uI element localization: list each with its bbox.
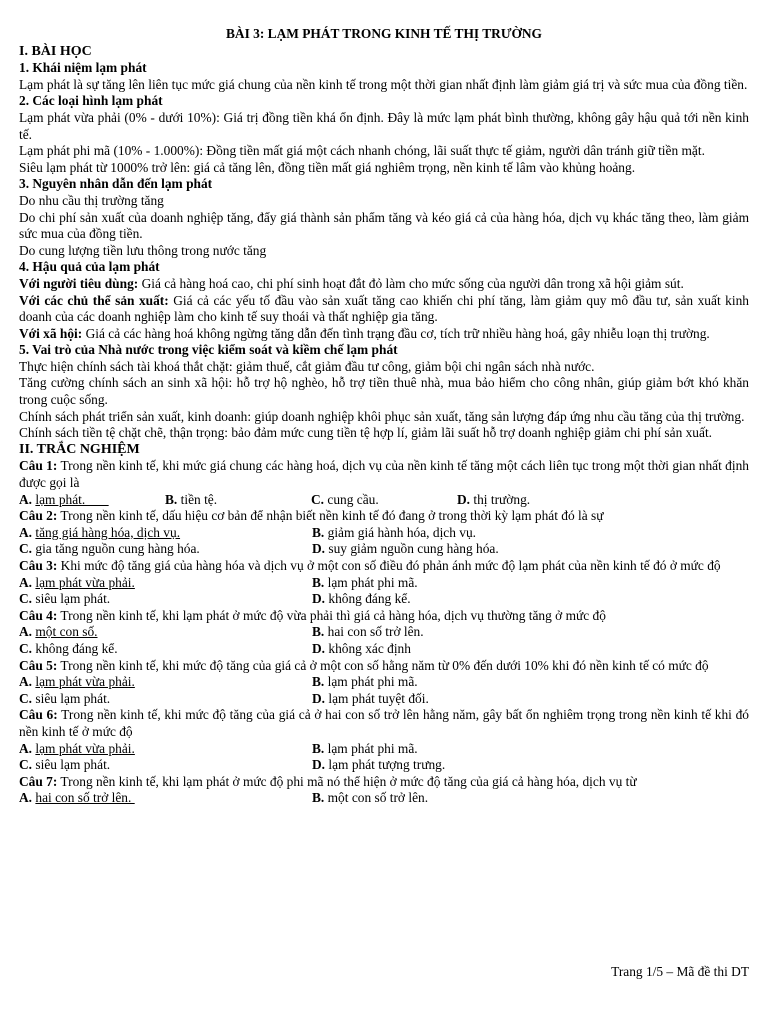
consequence-text: Giá cả các yếu tố đầu vào sản xuất tăng cao khiến chi phí tăng, làm giảm quy mô đầu tư, sản xuất kinh doanh của các doanh nghiệp làm cho kinh tế suy thoái và thất nghiệp gia tăng. bbox=[19, 292, 749, 325]
option-text: siêu lạm phát. bbox=[35, 757, 111, 773]
option-d: D. lạm phát tuyệt đối. bbox=[312, 690, 429, 706]
option-a: A. lạm phát vừa phải. bbox=[19, 574, 135, 590]
option-text: tăng giá hàng hóa, dịch vụ. bbox=[35, 524, 181, 540]
answer-row bbox=[19, 525, 749, 542]
option-b: B. một con số trở lên. bbox=[312, 790, 429, 806]
option-c: C. cung cầu. bbox=[311, 491, 379, 507]
option-text: gia tăng nguồn cung hàng hóa. bbox=[35, 541, 200, 557]
option-text: thị trường. bbox=[473, 491, 531, 507]
option-b: B. hai con số trở lên. bbox=[312, 624, 424, 640]
option-text: không đáng kể. bbox=[328, 591, 411, 607]
section-5-paragraph: Tăng cường chính sách an sinh xã hội: hỗ trợ hộ nghèo, hỗ trợ tiền thuê nhà, mua bảo hiểm cho công nhân, giúp giảm bớt khó khăn trong cuộc sống. bbox=[19, 375, 749, 408]
section-5-paragraph: Chính sách tiền tệ chặt chẽ, thận trọng: bảo đảm mức cung tiền tệ hợp lí, giảm lãi suất hỗ trợ doanh nghiệp giảm chi phí sản xuất. bbox=[19, 425, 713, 441]
option-b: B. giảm giá hành hóa, dịch vụ. bbox=[312, 524, 477, 540]
option-a: A. một con số. bbox=[19, 624, 98, 640]
option-text: lạm phát vừa phải. bbox=[35, 674, 135, 690]
section-3-paragraph: Do cung lượng tiền lưu thông trong nước tăng bbox=[19, 242, 267, 258]
section-1-text: Lạm phát là sự tăng lên liên tục mức giá chung của nền kinh tế trong một thời gian nhất định làm giảm giá trị và sức mua của đồng tiền. bbox=[19, 76, 748, 92]
section-5-paragraph: Thực hiện chính sách tài khoá thắt chặt: giảm thuế, cắt giảm đầu tư công, giảm bội chi ngân sách nhà nước. bbox=[19, 358, 595, 374]
option-d: D. lạm phát tượng trưng. bbox=[312, 757, 446, 773]
option-text: lạm phát tuyệt đối. bbox=[328, 690, 429, 706]
section-3-heading: 3. Nguyên nhân dẫn đến lạm phát bbox=[19, 176, 213, 192]
section-5-paragraph: Chính sách phát triển sản xuất, kinh doanh: giúp doanh nghiệp khôi phục sản xuất, tăng sản lượng đáp ứng nhu cầu tăng của thị trường. bbox=[19, 408, 745, 424]
question-4 bbox=[19, 608, 749, 625]
question-1 bbox=[19, 458, 749, 491]
consequence-society bbox=[19, 326, 749, 343]
answer-row bbox=[19, 575, 749, 592]
question-text: Trong nền kinh tế, khi lạm phát ở mức độ phi mã nó thể hiện ở mức độ tăng của giá cả hàng hóa, dịch vụ từ bbox=[57, 773, 637, 789]
answer-row bbox=[19, 591, 749, 608]
question-label: Câu 1: bbox=[19, 458, 58, 474]
option-c: C. siêu lạm phát. bbox=[19, 591, 111, 607]
option-text: tiền tệ. bbox=[180, 491, 218, 507]
lesson-heading: I. BÀI HỌC bbox=[19, 43, 92, 59]
option-text: lạm phát phi mã. bbox=[327, 574, 418, 590]
option-text: lạm phát vừa phải. bbox=[35, 740, 135, 756]
answer-row bbox=[19, 641, 749, 658]
consequence-label: Với người tiêu dùng: bbox=[19, 275, 139, 291]
option-a: A. lạm phát. bbox=[19, 491, 109, 507]
consequence-consumers bbox=[19, 276, 749, 293]
option-text: một con số trở lên. bbox=[327, 790, 429, 806]
section-2-paragraph: Siêu lạm phát từ 1000% trở lên: giá cả tăng lên, đồng tiền mất giá nghiêm trọng, nền kinh tế lâm vào khủng hoảng. bbox=[19, 159, 636, 175]
option-c: C. không đáng kể. bbox=[19, 640, 118, 656]
section-2-paragraph: Lạm phát phi mã (10% - 1.000%): Đồng tiền mất giá một cách nhanh chóng, lãi suất thực tế giảm, người dân tránh giữ tiền mặt. bbox=[19, 143, 705, 159]
option-d: D. thị trường. bbox=[457, 491, 531, 507]
consequence-text: Giá cả các hàng hoá không ngừng tăng dẫn đến tình trạng đầu cơ, tích trữ nhiều hàng hoá, gây nhiễu loạn thị trường. bbox=[82, 325, 710, 341]
option-c: C. gia tăng nguồn cung hàng hóa. bbox=[19, 541, 200, 557]
answer-row bbox=[19, 790, 749, 807]
question-label: Câu 5: bbox=[19, 657, 58, 673]
answer-row bbox=[19, 757, 749, 774]
question-3 bbox=[19, 558, 749, 575]
document-title: BÀI 3: LẠM PHÁT TRONG KINH TẾ THỊ TRƯỜNG bbox=[226, 26, 542, 41]
consequence-label: Với xã hội: bbox=[19, 325, 83, 341]
option-text: giảm giá hành hóa, dịch vụ. bbox=[327, 524, 477, 540]
section-5-heading: 5. Vai trò của Nhà nước trong việc kiểm soát và kiềm chế lạm phát bbox=[19, 342, 398, 358]
option-d: D. không đáng kể. bbox=[312, 591, 411, 607]
option-text: hai con số trở lên. bbox=[35, 790, 135, 806]
answer-row bbox=[19, 541, 749, 558]
consequence-text: Giá cả hàng hoá cao, chi phí sinh hoạt đắt đỏ làm cho mức sống của người dân trong xã hội giảm sút. bbox=[138, 275, 684, 291]
answer-row bbox=[19, 741, 749, 758]
section-3-paragraph: Do nhu cầu thị trường tăng bbox=[19, 192, 164, 208]
option-text: không đáng kể. bbox=[35, 640, 118, 656]
option-a: A. tăng giá hàng hóa, dịch vụ. bbox=[19, 524, 181, 540]
page-footer: Trang 1/5 – Mã đề thi DT bbox=[611, 964, 749, 979]
option-b: B. lạm phát phi mã. bbox=[312, 740, 418, 756]
option-d: D. suy giảm nguồn cung hàng hóa. bbox=[312, 541, 499, 557]
section-1-heading: 1. Khái niệm lạm phát bbox=[19, 60, 147, 76]
option-text: lạm phát tượng trưng. bbox=[328, 757, 446, 773]
question-text: Khi mức độ tăng giá của hàng hóa và dịch vụ ở một con số điều đó phản ánh mức độ lạm phát của nền kinh tế đó ở mức độ bbox=[57, 558, 721, 573]
option-text: hai con số trở lên. bbox=[327, 624, 424, 640]
option-a: A. hai con số trở lên. bbox=[19, 790, 135, 806]
option-b: B. lạm phát phi mã. bbox=[312, 574, 418, 590]
section-3-paragraph: Do chi phí sản xuất của doanh nghiệp tăng, đẩy giá thành sản phẩm tăng và kéo giá cả của hàng hóa, dịch vụ khác tăng theo, làm giảm sức mua của đồng tiền. bbox=[19, 209, 749, 242]
option-text: lạm phát phi mã. bbox=[327, 740, 418, 756]
question-text: Trong nền kinh tế, khi lạm phát ở mức độ vừa phải thì giá cả hàng hóa, dịch vụ thường tăng ở mức độ bbox=[57, 607, 606, 623]
question-6 bbox=[19, 707, 749, 740]
option-d: D. không xác định bbox=[312, 640, 411, 656]
option-text: lạm phát phi mã. bbox=[327, 674, 418, 690]
consequence-label: Với các chủ thể sản xuất: bbox=[19, 292, 169, 308]
question-label: Câu 3: bbox=[19, 558, 58, 573]
option-text: lạm phát. bbox=[35, 491, 109, 507]
question-text: Trong nền kinh tế, khi mức độ tăng của giá cả ở một con số hằng năm từ 0% đến dưới 10% khi đó nền kinh tế có mức độ bbox=[57, 657, 709, 673]
question-text: Trong nền kinh tế, khi mức độ tăng của giá cả ở hai con số trở lên hằng năm, gây bất ổn nghiêm trọng trong nền kinh tế khi đó nền kinh tế ở mức độ bbox=[19, 707, 749, 739]
option-text: cung cầu. bbox=[327, 491, 379, 507]
document-page bbox=[19, 26, 749, 807]
section-4-heading: 4. Hậu quả của lạm phát bbox=[19, 259, 160, 275]
option-c: C. siêu lạm phát. bbox=[19, 757, 111, 773]
question-text: Trong nền kinh tế, dấu hiệu cơ bản để nhận biết nền kinh tế đó đang ở trong thời kỳ lạm phát đó là sự bbox=[57, 508, 604, 524]
section-2-paragraph: Lạm phát vừa phải (0% - dưới 10%): Giá trị đồng tiền khá ổn định. Đây là mức lạm phát bình thường, không gây hậu quả tới nền kinh tế. bbox=[19, 109, 749, 142]
answer-row bbox=[19, 691, 749, 708]
answer-row bbox=[19, 492, 749, 509]
option-text: suy giảm nguồn cung hàng hóa. bbox=[328, 541, 499, 557]
question-7 bbox=[19, 774, 749, 791]
question-5 bbox=[19, 658, 749, 675]
question-label: Câu 7: bbox=[19, 773, 58, 789]
question-label: Câu 4: bbox=[19, 607, 58, 623]
option-text: siêu lạm phát. bbox=[35, 690, 111, 706]
answer-row bbox=[19, 624, 749, 641]
quiz-heading: II. TRẮC NGHIỆM bbox=[19, 441, 140, 457]
option-text: một con số. bbox=[35, 624, 98, 640]
option-b: B. tiền tệ. bbox=[165, 491, 218, 507]
option-text: lạm phát vừa phải. bbox=[35, 574, 135, 590]
consequence-producers bbox=[19, 293, 749, 326]
answer-row bbox=[19, 674, 749, 691]
option-b: B. lạm phát phi mã. bbox=[312, 674, 418, 690]
question-2 bbox=[19, 508, 749, 525]
question-label: Câu 2: bbox=[19, 508, 58, 524]
option-text: không xác định bbox=[328, 640, 411, 656]
question-label: Câu 6: bbox=[19, 707, 58, 723]
question-text: Trong nền kinh tế, khi mức giá chung các hàng hoá, dịch vụ của nền kinh tế tăng một cách liên tục trong một thời gian nhất định được gọi là bbox=[19, 458, 749, 491]
option-text: siêu lạm phát. bbox=[35, 591, 111, 607]
option-a: A. lạm phát vừa phải. bbox=[19, 740, 135, 756]
option-c: C. siêu lạm phát. bbox=[19, 690, 111, 706]
section-2-heading: 2. Các loại hình lạm phát bbox=[19, 93, 163, 109]
option-a: A. lạm phát vừa phải. bbox=[19, 674, 135, 690]
